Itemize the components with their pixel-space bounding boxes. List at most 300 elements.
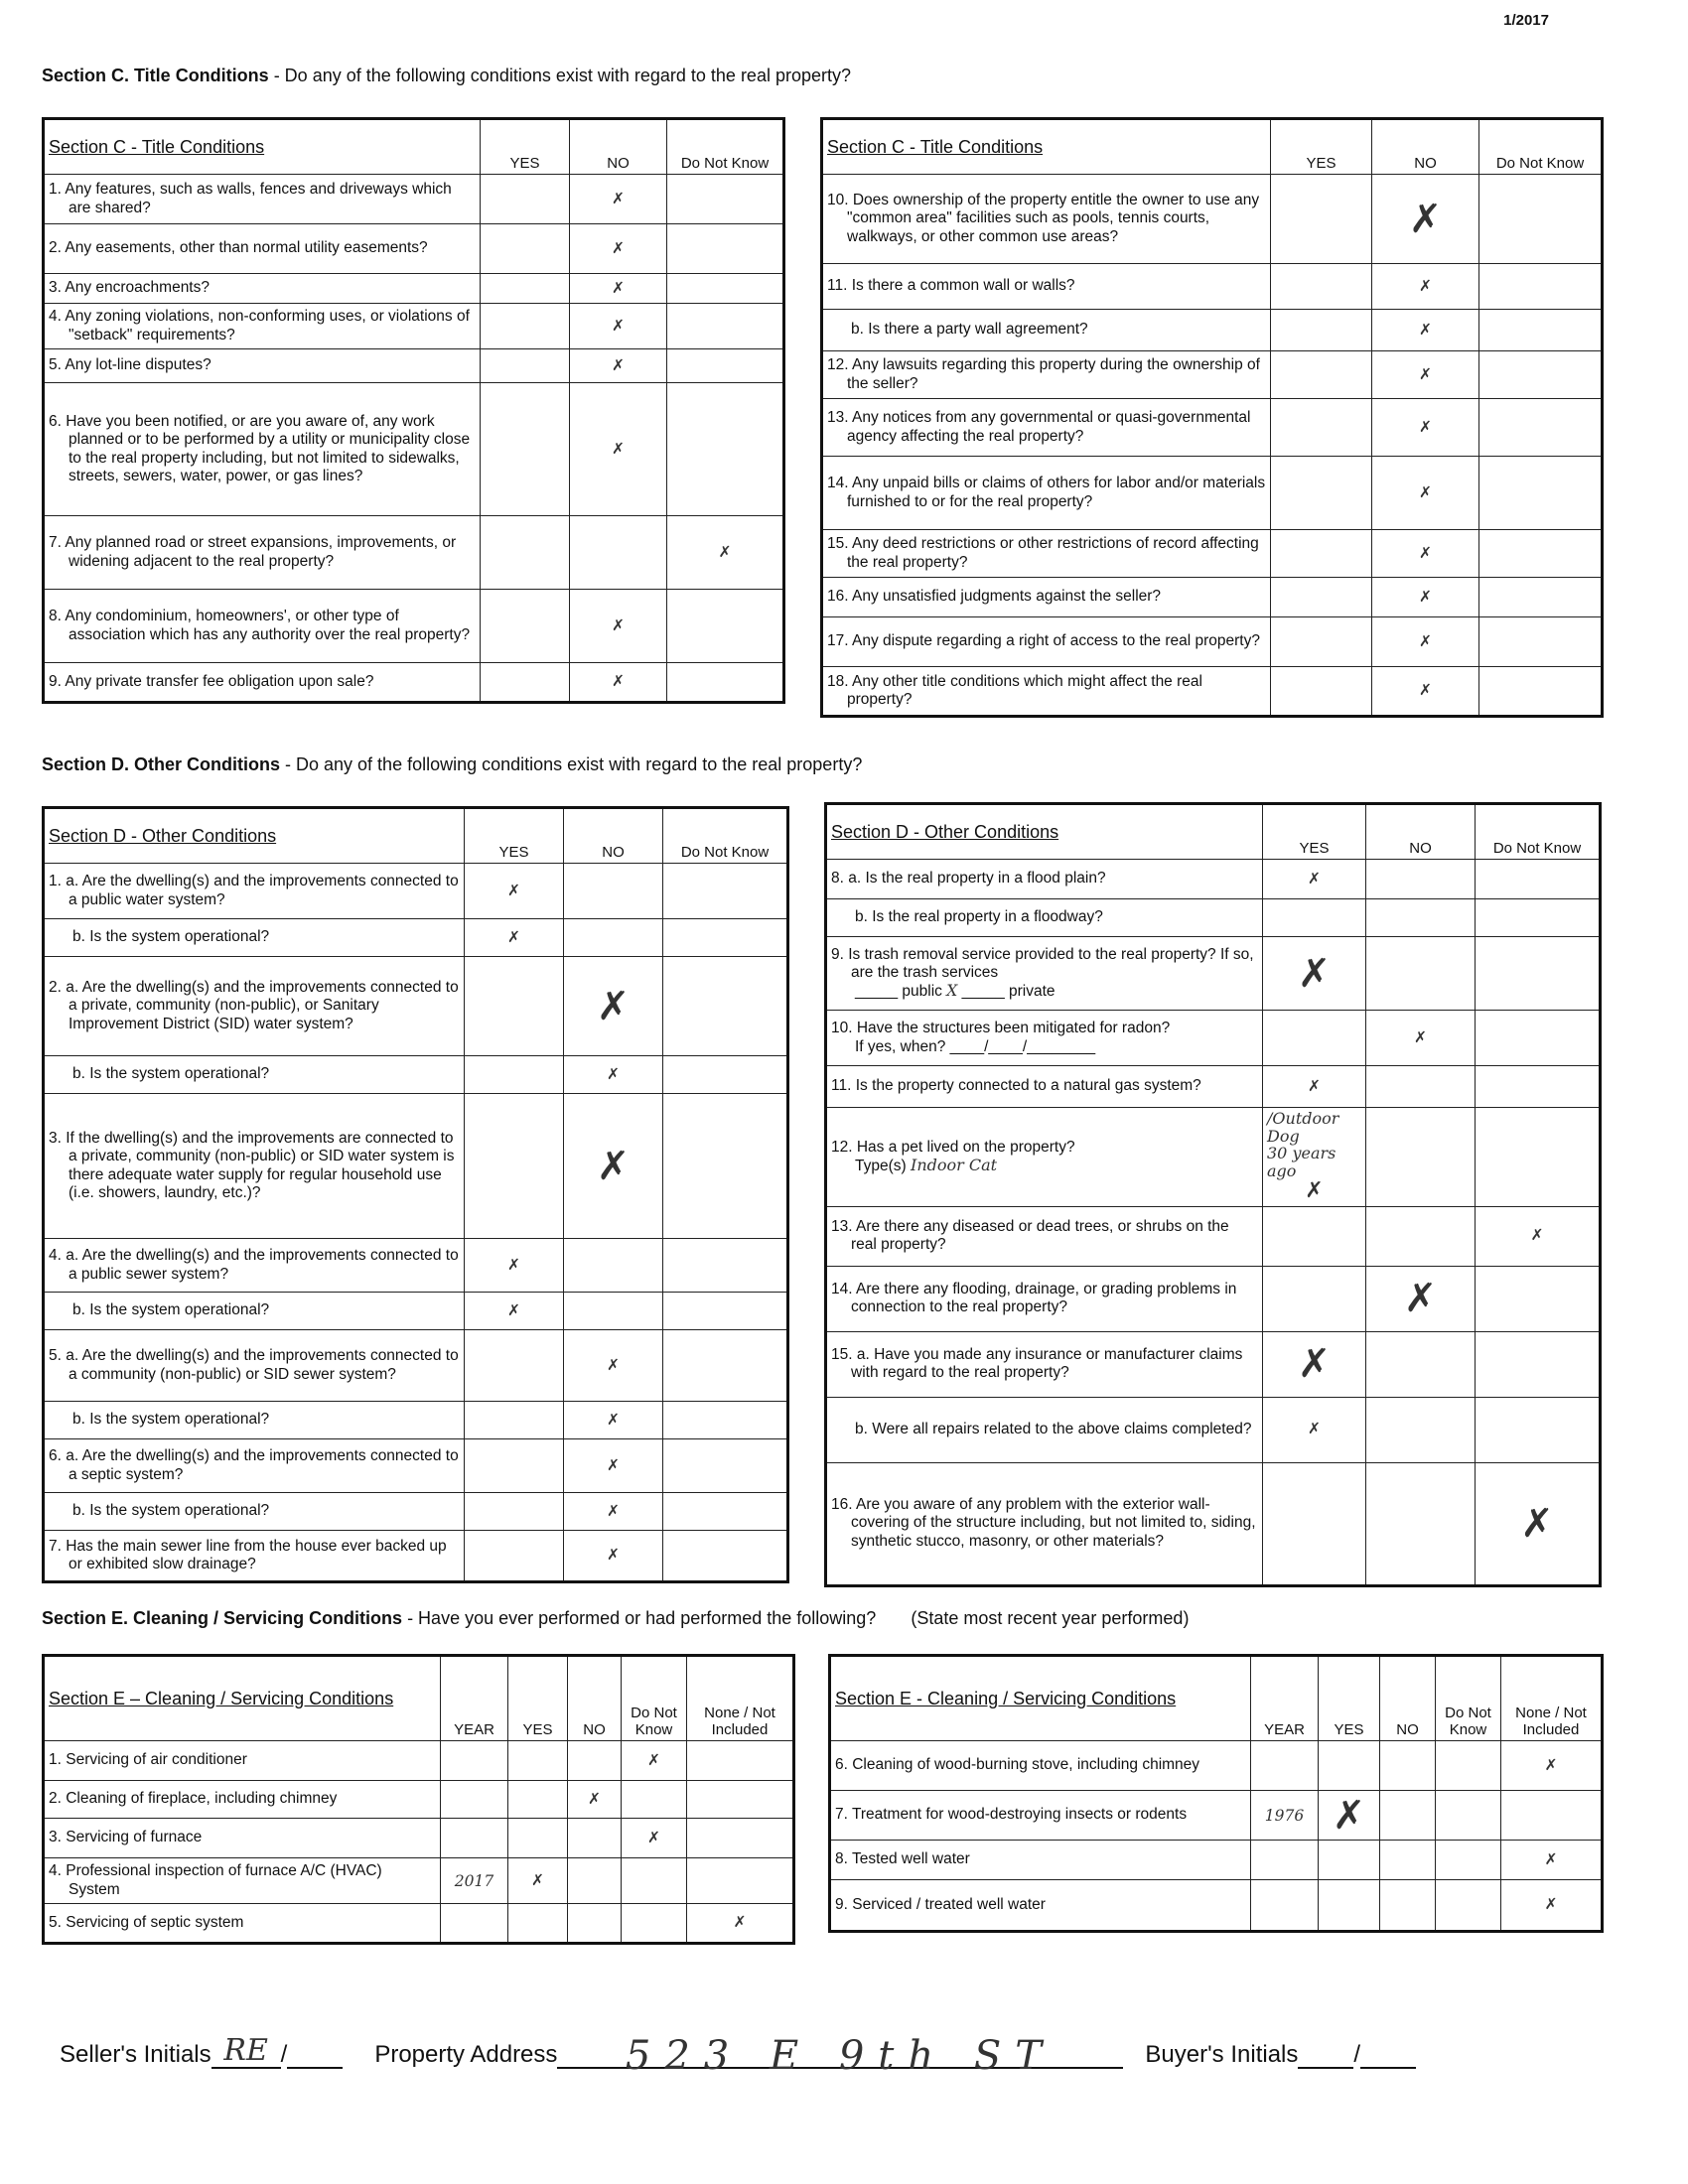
answer-yes-mark [1263, 1206, 1366, 1266]
answer-no-mark [1366, 1462, 1476, 1585]
table-row [830, 1880, 1603, 1932]
answer-yes-mark [465, 1439, 564, 1493]
table-row [822, 457, 1603, 530]
answer-no-mark: ✗ [570, 590, 667, 663]
answer-dnk-mark [663, 864, 788, 919]
table-row [826, 899, 1601, 937]
answer-no-mark: ✗ [570, 663, 667, 703]
answer-yes-mark [1271, 175, 1372, 264]
answer-no-mark: ✗ [570, 383, 667, 516]
answer-dnk-mark [1479, 457, 1603, 530]
question-13: 13. Are there any diseased or dead trees, or shrubs on the real property? [826, 1206, 1263, 1266]
table-row [44, 864, 788, 919]
answer-yes-mark: ✗ [1263, 1397, 1366, 1462]
answer-dnk-mark [1436, 1880, 1501, 1932]
answer-yes-mark: ✗ [465, 864, 564, 919]
answer-no-mark: ✗ [570, 175, 667, 224]
answer-dnk-mark [1476, 1011, 1601, 1066]
answer-no-mark: ✗ [570, 304, 667, 349]
table-row [44, 590, 784, 663]
answer-dnk-mark [1436, 1741, 1501, 1791]
answer-yes-mark [481, 383, 570, 516]
answer-dnk-mark [1479, 399, 1603, 457]
question-cell: 10. Does ownership of the property entitle the owner to use any "common area" facilities such as pools, tennis courts, walkways, or other common use areas? [822, 175, 1271, 264]
table-row [44, 1239, 788, 1293]
question-cell: 5. Servicing of septic system [44, 1904, 441, 1944]
col-year: YEAR [441, 1656, 508, 1741]
table-title: Section D - Other Conditions [826, 804, 1263, 860]
answer-yes-mark [1271, 457, 1372, 530]
question-cell: 18. Any other title conditions which might affect the real property? [822, 667, 1271, 717]
question-cell: 8. Any condominium, homeowners', or other type of association which has any authority over the real property? [44, 590, 481, 663]
table-row [44, 274, 784, 304]
table-row [822, 351, 1603, 399]
table-row [822, 578, 1603, 617]
table-title: Section E – Cleaning / Servicing Conditions [44, 1656, 441, 1741]
answer-yes-mark [1271, 667, 1372, 717]
table-title: Section C - Title Conditions [822, 119, 1271, 175]
answer-yes-mark [1263, 1462, 1366, 1585]
section-c-right-table [820, 117, 1604, 718]
answer-no-mark [1380, 1791, 1436, 1841]
answer-none-mark: ✗ [1501, 1741, 1603, 1791]
answer-yes-mark: ✗ [1263, 860, 1366, 899]
question-cell: 3. Servicing of furnace [44, 1819, 441, 1858]
table-row [822, 310, 1603, 351]
answer-dnk-mark [1436, 1791, 1501, 1841]
table-row [822, 175, 1603, 264]
answer-no-mark: ✗ [568, 1781, 622, 1819]
question-cell: 12. Any lawsuits regarding this property during the ownership of the seller? [822, 351, 1271, 399]
answer-yes-mark [508, 1781, 568, 1819]
question-cell: 8. Tested well water [830, 1841, 1251, 1880]
question-12: 12. Has a pet lived on the property? Type(s) Indoor Cat [826, 1108, 1263, 1207]
col-no: NO [1366, 804, 1476, 860]
answer-dnk-mark [1476, 899, 1601, 937]
col-no: NO [1380, 1656, 1436, 1741]
table-row [44, 224, 784, 274]
answer-yes-mark: /Outdoor Dog 30 years ago ✗ [1263, 1108, 1366, 1207]
answer-year: 2017 [441, 1858, 508, 1904]
col-yes: YES [508, 1656, 568, 1741]
answer-yes-mark [481, 349, 570, 383]
answer-dnk-mark [1476, 860, 1601, 899]
answer-dnk-mark [667, 274, 784, 304]
answer-year [441, 1819, 508, 1858]
answer-yes-mark [481, 175, 570, 224]
seller-initials-label: Seller's Initials [60, 2041, 211, 2068]
table-row [826, 1266, 1601, 1331]
answer-yes-mark [1263, 899, 1366, 937]
answer-year: 1976 [1251, 1791, 1319, 1841]
table-row [44, 1094, 788, 1239]
table-row [44, 1781, 794, 1819]
answer-dnk-mark [1476, 1266, 1601, 1331]
table-row [44, 1402, 788, 1439]
answer-yes-mark: ✗ [1263, 1066, 1366, 1108]
answer-yes-mark [1319, 1880, 1380, 1932]
answer-no-mark: ✗ [1372, 399, 1479, 457]
answer-yes-mark: ✗ [508, 1858, 568, 1904]
answer-no-mark: ✗ [1372, 351, 1479, 399]
answer-no-mark: ✗ [564, 1056, 663, 1094]
answer-dnk-mark: ✗ [1476, 1462, 1601, 1585]
answer-no-mark [1366, 1206, 1476, 1266]
table-row [44, 304, 784, 349]
answer-yes-mark [481, 590, 570, 663]
answer-no-mark: ✗ [1372, 264, 1479, 310]
col-yes: YES [1263, 804, 1366, 860]
question-cell: b. Is the system operational? [44, 1056, 465, 1094]
initials-separator: / [1353, 2041, 1361, 2068]
answer-no-mark [568, 1741, 622, 1781]
section-c-left-table [42, 117, 785, 704]
table-row [44, 1056, 788, 1094]
answer-dnk-mark [1479, 530, 1603, 578]
table-row [826, 860, 1601, 899]
table-row [44, 1531, 788, 1582]
answer-yes-mark [508, 1741, 568, 1781]
table-row [44, 1741, 794, 1781]
table-row [44, 516, 784, 590]
table-row [822, 530, 1603, 578]
answer-dnk-mark: ✗ [622, 1741, 687, 1781]
answer-yes-mark [1263, 1011, 1366, 1066]
answer-yes-mark: ✗ [1319, 1791, 1380, 1841]
answer-yes-mark [1271, 530, 1372, 578]
question-15b: b. Were all repairs related to the above claims completed? [826, 1397, 1263, 1462]
answer-dnk-mark [663, 1293, 788, 1330]
answer-dnk-mark: ✗ [1476, 1206, 1601, 1266]
col-yes: YES [1319, 1656, 1380, 1741]
answer-none-mark: ✗ [687, 1904, 794, 1944]
answer-dnk-mark [1479, 578, 1603, 617]
answer-yes-mark [508, 1904, 568, 1944]
form-revision-date: 1/2017 [1503, 12, 1549, 29]
table-row [826, 1462, 1601, 1585]
question-cell: 2. Cleaning of fireplace, including chimney [44, 1781, 441, 1819]
table-row [822, 617, 1603, 667]
question-cell: b. Is the system operational? [44, 1293, 465, 1330]
answer-no-mark: ✗ [570, 274, 667, 304]
table-row [44, 175, 784, 224]
col-none-not-included: None / Not Included [687, 1656, 794, 1741]
answer-none-mark: ✗ [1501, 1841, 1603, 1880]
answer-no-mark [564, 919, 663, 957]
answer-yes-mark [1271, 617, 1372, 667]
answer-dnk-mark [667, 590, 784, 663]
answer-yes-mark [481, 224, 570, 274]
answer-year [441, 1904, 508, 1944]
question-cell: 5. Any lot-line disputes? [44, 349, 481, 383]
answer-no-mark: ✗ [564, 1402, 663, 1439]
answer-no-mark: ✗ [1372, 457, 1479, 530]
question-cell: 4. Professional inspection of furnace A/C (HVAC) System [44, 1858, 441, 1904]
section-d-right-table [824, 802, 1602, 1587]
answer-no-mark [568, 1858, 622, 1904]
answer-no-mark: ✗ [564, 1531, 663, 1582]
answer-no-mark: ✗ [1372, 530, 1479, 578]
answer-yes-mark [481, 516, 570, 590]
answer-no-mark: ✗ [570, 224, 667, 274]
answer-dnk-mark: ✗ [667, 516, 784, 590]
question-cell: 7. Treatment for wood-destroying insects or rodents [830, 1791, 1251, 1841]
table-row [44, 663, 784, 703]
question-cell: 6. a. Are the dwelling(s) and the improvements connected to a septic system? [44, 1439, 465, 1493]
answer-no-mark [564, 1293, 663, 1330]
question-cell: 7. Any planned road or street expansions, improvements, or widening adjacent to the real property? [44, 516, 481, 590]
answer-no-mark: ✗ [564, 1330, 663, 1402]
answer-dnk-mark [663, 957, 788, 1056]
question-9: 9. Is trash removal service provided to the real property? If so, are the trash services _____ public X _____ private [826, 937, 1263, 1011]
answer-no-mark [1380, 1841, 1436, 1880]
answer-no-mark [1366, 1397, 1476, 1462]
answer-none-mark [687, 1819, 794, 1858]
answer-year [1251, 1741, 1319, 1791]
section-d-heading: Section D. Other Conditions - Do any of the following conditions exist with regard to the real property? [42, 754, 863, 774]
question-cell: 1. a. Are the dwelling(s) and the improvements connected to a public water system? [44, 864, 465, 919]
answer-dnk-mark [1476, 1331, 1601, 1397]
col-no: NO [564, 808, 663, 864]
answer-no-mark: ✗ [564, 1493, 663, 1531]
col-do-not-know: Do Not Know [1479, 119, 1603, 175]
answer-no-mark [1366, 899, 1476, 937]
seller-initials-field[interactable]: RE [211, 2033, 281, 2069]
question-cell: 6. Cleaning of wood-burning stove, including chimney [830, 1741, 1251, 1791]
table-title: Section C - Title Conditions [44, 119, 481, 175]
table-row [822, 667, 1603, 717]
answer-yes-mark [465, 1493, 564, 1531]
answer-dnk-mark [1479, 175, 1603, 264]
question-cell: b. Is the system operational? [44, 919, 465, 957]
answer-no-mark: ✗ [1366, 1011, 1476, 1066]
answer-year [1251, 1880, 1319, 1932]
signature-footer [60, 2033, 1549, 2079]
answer-dnk-mark [1479, 617, 1603, 667]
answer-no-mark [568, 1819, 622, 1858]
table-row [44, 349, 784, 383]
question-cell: 17. Any dispute regarding a right of access to the real property? [822, 617, 1271, 667]
answer-yes-mark [481, 274, 570, 304]
question-16: 16. Are you aware of any problem with the exterior wall-covering of the structure including, but not limited to, siding, synthetic stucco, masonry, or other materials? [826, 1462, 1263, 1585]
answer-no-mark: ✗ [1372, 617, 1479, 667]
table-row [44, 1330, 788, 1402]
section-e-left-table [42, 1654, 795, 1945]
answer-dnk-mark [663, 1330, 788, 1402]
col-yes: YES [481, 119, 570, 175]
table-row [44, 1493, 788, 1531]
answer-yes-mark [508, 1819, 568, 1858]
table-row [44, 919, 788, 957]
answer-yes-mark: ✗ [465, 1293, 564, 1330]
table-row [826, 1066, 1601, 1108]
col-yes: YES [465, 808, 564, 864]
handwritten-pet-type: Indoor Cat [911, 1155, 998, 1174]
answer-none-mark [687, 1781, 794, 1819]
table-row [44, 1439, 788, 1493]
question-cell: 6. Have you been notified, or are you aware of, any work planned or to be performed by a utility or municipality close to the real property including, but not limited to sidewalks, streets, sewers, water, power, or gas lines? [44, 383, 481, 516]
answer-yes-mark [1271, 310, 1372, 351]
col-no: NO [568, 1656, 622, 1741]
answer-yes-mark [1263, 1266, 1366, 1331]
question-cell: 2. Any easements, other than normal utility easements? [44, 224, 481, 274]
answer-dnk-mark [1479, 351, 1603, 399]
answer-no-mark: ✗ [564, 1094, 663, 1239]
answer-yes-mark [465, 1330, 564, 1402]
buyer-initials-field-2[interactable] [1360, 2033, 1416, 2069]
answer-year [441, 1781, 508, 1819]
answer-yes-mark [465, 1056, 564, 1094]
answer-yes-mark [1271, 264, 1372, 310]
question-8b: b. Is the real property in a floodway? [826, 899, 1263, 937]
question-cell: b. Is the system operational? [44, 1402, 465, 1439]
buyer-initials-field[interactable] [1298, 2033, 1353, 2069]
answer-dnk-mark [663, 1439, 788, 1493]
table-row [44, 1293, 788, 1330]
answer-yes-mark [465, 957, 564, 1056]
table-row [826, 1331, 1601, 1397]
answer-dnk-mark [622, 1781, 687, 1819]
table-row [826, 937, 1601, 1011]
answer-none-mark [687, 1741, 794, 1781]
table-row [826, 1397, 1601, 1462]
table-row [44, 1819, 794, 1858]
col-year: YEAR [1251, 1656, 1319, 1741]
table-row [44, 1904, 794, 1944]
answer-dnk-mark [667, 304, 784, 349]
question-11: 11. Is the property connected to a natural gas system? [826, 1066, 1263, 1108]
answer-dnk-mark [1476, 937, 1601, 1011]
question-14: 14. Are there any flooding, drainage, or grading problems in connection to the real property? [826, 1266, 1263, 1331]
answer-no-mark [1380, 1741, 1436, 1791]
col-do-not-know: Do Not Know [1476, 804, 1601, 860]
answer-no-mark [1366, 860, 1476, 899]
answer-yes-mark [1271, 578, 1372, 617]
answer-dnk-mark [1479, 310, 1603, 351]
question-cell: 2. a. Are the dwelling(s) and the improvements connected to a private, community (non-public), or Sanitary Improvement District (SID) water system? [44, 957, 465, 1056]
answer-yes-mark: ✗ [465, 919, 564, 957]
question-cell: 16. Any unsatisfied judgments against the seller? [822, 578, 1271, 617]
answer-no-mark [1380, 1880, 1436, 1932]
answer-yes-mark [1319, 1741, 1380, 1791]
answer-yes-mark [1271, 399, 1372, 457]
question-cell: 9. Serviced / treated well water [830, 1880, 1251, 1932]
property-address-label: Property Address [374, 2041, 558, 2068]
table-row [822, 264, 1603, 310]
answer-dnk-mark [663, 1493, 788, 1531]
answer-dnk-mark [663, 1402, 788, 1439]
answer-dnk-mark [667, 349, 784, 383]
answer-none-mark [1501, 1791, 1603, 1841]
question-cell: 15. Any deed restrictions or other restrictions of record affecting the real property? [822, 530, 1271, 578]
answer-dnk-mark [663, 1239, 788, 1293]
answer-dnk-mark [663, 1094, 788, 1239]
answer-no-mark: ✗ [1372, 578, 1479, 617]
answer-no-mark [1366, 1108, 1476, 1207]
answer-no-mark [564, 864, 663, 919]
question-10: 10. Have the structures been mitigated for radon? If yes, when? ____/____/________ [826, 1011, 1263, 1066]
handwritten-private-mark: X [946, 982, 958, 1001]
col-no: NO [570, 119, 667, 175]
answer-year [441, 1741, 508, 1781]
answer-no-mark [568, 1904, 622, 1944]
answer-no-mark: ✗ [1372, 667, 1479, 717]
answer-dnk-mark [1479, 667, 1603, 717]
table-row [44, 957, 788, 1056]
answer-dnk-mark [667, 175, 784, 224]
initials-separator: / [280, 2041, 288, 2068]
question-8a: 8. a. Is the real property in a flood plain? [826, 860, 1263, 899]
table-row [44, 383, 784, 516]
answer-year [1251, 1841, 1319, 1880]
section-c-heading: Section C. Title Conditions - Do any of the following conditions exist with regard to the real property? [42, 66, 851, 85]
answer-yes-mark: ✗ [465, 1239, 564, 1293]
section-e-heading: Section E. Cleaning / Servicing Conditions - Have you ever performed or had performed the following? (State most recent year performed) [42, 1608, 1190, 1628]
property-address-field[interactable]: 523 E 9th ST [557, 2033, 1123, 2069]
answer-dnk-mark [622, 1858, 687, 1904]
question-cell: 3. If the dwelling(s) and the improvements are connected to a private, community (non-public) or SID water system is there adequate water supply for regular household use (i.e. showers, laundry, etc.)? [44, 1094, 465, 1239]
table-row [822, 399, 1603, 457]
question-cell: 5. a. Are the dwelling(s) and the improvements connected to a community (non-public) or SID sewer system? [44, 1330, 465, 1402]
answer-dnk-mark [663, 1056, 788, 1094]
answer-dnk-mark [663, 919, 788, 957]
question-cell: 1. Servicing of air conditioner [44, 1741, 441, 1781]
answer-none-mark: ✗ [1501, 1880, 1603, 1932]
table-row [826, 1108, 1601, 1207]
answer-dnk-mark [663, 1531, 788, 1582]
answer-no-mark: ✗ [564, 957, 663, 1056]
answer-no-mark [1366, 937, 1476, 1011]
answer-dnk-mark [667, 383, 784, 516]
section-d-left-table [42, 806, 789, 1583]
table-row [830, 1841, 1603, 1880]
answer-yes-mark [465, 1531, 564, 1582]
answer-dnk-mark: ✗ [622, 1819, 687, 1858]
answer-no-mark [564, 1239, 663, 1293]
question-cell: 11. Is there a common wall or walls? [822, 264, 1271, 310]
table-title: Section E - Cleaning / Servicing Conditions [830, 1656, 1251, 1741]
answer-no-mark: ✗ [570, 349, 667, 383]
answer-dnk-mark [667, 663, 784, 703]
answer-no-mark: ✗ [1372, 175, 1479, 264]
question-cell: 13. Any notices from any governmental or quasi-governmental agency affecting the real property? [822, 399, 1271, 457]
answer-no-mark: ✗ [1372, 310, 1479, 351]
question-cell: b. Is the system operational? [44, 1493, 465, 1531]
col-do-not-know: Do Not Know [667, 119, 784, 175]
question-cell: 9. Any private transfer fee obligation upon sale? [44, 663, 481, 703]
buyer-initials-label: Buyer's Initials [1145, 2041, 1299, 2068]
col-yes: YES [1271, 119, 1372, 175]
answer-none-mark [687, 1858, 794, 1904]
table-row [44, 1858, 794, 1904]
question-cell: 14. Any unpaid bills or claims of others for labor and/or materials furnished to or for the real property? [822, 457, 1271, 530]
answer-dnk-mark [1476, 1397, 1601, 1462]
answer-dnk-mark [1479, 264, 1603, 310]
col-no: NO [1372, 119, 1479, 175]
table-title: Section D - Other Conditions [44, 808, 465, 864]
question-cell: 1. Any features, such as walls, fences and driveways which are shared? [44, 175, 481, 224]
section-e-right-table [828, 1654, 1604, 1933]
question-cell: 4. Any zoning violations, non-conforming uses, or violations of "setback" requirements? [44, 304, 481, 349]
question-cell: 4. a. Are the dwelling(s) and the improvements connected to a public sewer system? [44, 1239, 465, 1293]
answer-yes-mark [1271, 351, 1372, 399]
answer-no-mark: ✗ [564, 1439, 663, 1493]
seller-initials-field-2[interactable] [287, 2033, 343, 2069]
question-cell: 7. Has the main sewer line from the house ever backed up or exhibited slow drainage? [44, 1531, 465, 1582]
question-15a: 15. a. Have you made any insurance or manufacturer claims with regard to the real property? [826, 1331, 1263, 1397]
answer-dnk-mark [667, 224, 784, 274]
answer-yes-mark [465, 1402, 564, 1439]
